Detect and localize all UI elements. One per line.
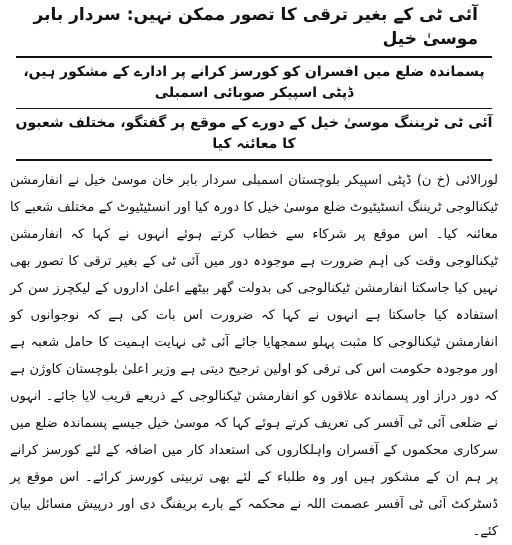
subheading-1: پسماندہ ضلع میں افسران کو کورسز کرانے پر ادارے کے مشکور ہیں، ڈپٹی اسپیکر صوبائی اسمبلی bbox=[23, 64, 485, 101]
headline-divider bbox=[16, 56, 492, 58]
subheading-divider-2 bbox=[16, 159, 492, 161]
subheading-divider-1 bbox=[16, 108, 492, 109]
headline: آئی ٹی کے بغیر ترقی کا تصور ممکن نہیں: سردار بابر موسیٰ خیل bbox=[33, 5, 478, 49]
article-body: لورالائی (خ ن) ڈپٹی اسپیکر بلوچستان اسمبلی سردار بابر خان موسیٰ خیل نے انفارمشن ٹیکنالوجی ٹریننگ انسٹیٹیوٹ ضلع موسیٰ خیل کا دورہ کیا اور انسٹیٹیوٹ کے مختلف شعبے کا معائنہ کیا۔ اس موقع پر شرکاء سے خطاب کرتے ہوئے انہوں نے کہا کہ انفارمشن ٹیکنالوجی وقت کی اہم ضرورت ہے موجودہ دور میں آئی ٹی کے بغیر ترقی کا تصور بھی نہیں کیا جاسکتا انفارمشن ٹیکنالوجی کی بدولت گھر بیٹھے اعلیٰ اداروں کے لیکچرز سن کر استفادہ کیا جاسکتا ہے انہوں نے کہا کہ ضرورت اس بات کی ہے کہ نوجوانوں کو انفارمشن ٹیکنالوجی کا مثبت پہلو سمجھایا جائے آئی ٹی نہایت اہمیت کا حامل شعبہ ہے اور موجودہ حکومت اس کی ترقی کو اولین ترجیح دیتی ہے وزیر اعلیٰ بلوچستان کاوژن ہے کہ دور دراز اور پسماندہ علاقوں کو انفارمشن ٹیکنالوجی کے ذریعے قریب لایا جائے۔ انہوں نے ضلعی آئی ٹی آفسر کی تعریف کرتے ہوئے کہا کہ موسیٰ خیل جیسے پسماندہ ضلع میں سرکاری محکموں کے آفسران واہلکاروں کی استعداد کار میں اضافہ کے لئے کورسز کرانے پر ہم ان کے مشکور ہیں اور وہ طلباء کے لئے بھی تربیتی کورسز کرائے۔ اس موقع پر ڈسٹرکٹ آئی ٹی آفسر عصمت اللہ نے محکمہ کے بارے بریفنگ دی اور درپیش مسائل بیان کئے۔ bbox=[10, 173, 498, 539]
subheading-2: آئی ٹی ٹریننگ موسیٰ خیل کے دورے کے موقع پر گفتگو، مختلف شعبوں کا معائنہ کیا bbox=[15, 115, 493, 152]
